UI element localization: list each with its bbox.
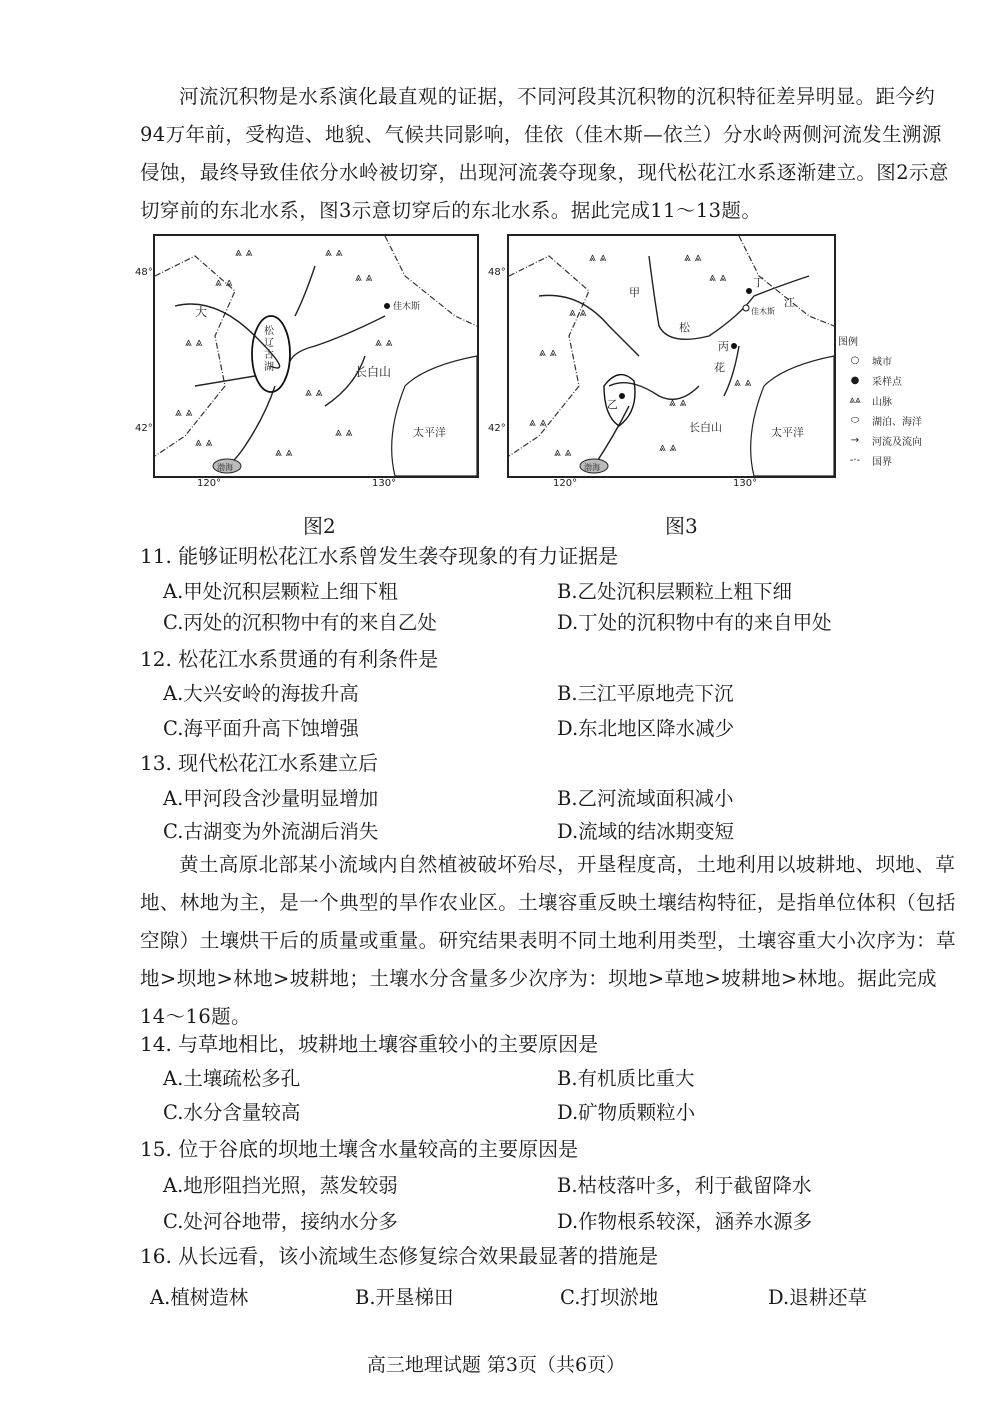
q13-option-b: B.乙河流域面积减小 [557, 787, 734, 810]
svg-text:⩓ ⩓: ⩓ ⩓ [375, 335, 393, 349]
question-12: 12. 松花江水系贯通的有利条件是 [140, 647, 439, 671]
svg-text:⩓ ⩓: ⩓ ⩓ [195, 435, 213, 449]
sample-point-yi [619, 393, 625, 399]
river [225, 386, 275, 468]
question-15: 15. 位于谷底的坝地土壤含水量较高的主要原因是 [140, 1137, 579, 1161]
river [325, 356, 365, 406]
mountain-label-chang: 长白山 [689, 421, 722, 434]
q15-option-a: A.地形阻挡光照，蒸发较弱 [163, 1174, 398, 1197]
fig2-lat42-label: 42° [135, 423, 153, 434]
river [295, 266, 315, 316]
river-label-jiang: 江 [784, 296, 795, 309]
q16-option-b: B.开垦梯田 [355, 1286, 454, 1309]
river [594, 406, 629, 466]
label-ding: 丁 [753, 276, 764, 289]
legend-lake: ⬭ 湖泊、海洋 [850, 414, 922, 428]
svg-text:⩓ ⩓: ⩓ ⩓ [659, 440, 677, 454]
legend-mountain: ⩓⩓ 山脉 [849, 394, 892, 408]
q15-option-c: C.处河谷地带，接纳水分多 [163, 1210, 398, 1233]
q11-option-c: C.丙处的沉积物中有的来自乙处 [163, 611, 437, 634]
map-legend [838, 330, 958, 470]
border-line-east [385, 236, 477, 326]
fig3-lat48-label: 48° [488, 267, 506, 278]
ocean-label: 太平洋 [413, 426, 446, 439]
river-label-hua: 花 [714, 361, 725, 374]
label-yi: 乙 [607, 398, 618, 411]
svg-text:⩓ ⩓: ⩓ ⩓ [235, 245, 253, 259]
question-16: 16. 从长远看，该小流域生态修复综合效果最显著的措施是 [140, 1244, 659, 1268]
sea-label: 渤海 [584, 463, 600, 472]
svg-text:⩓ ⩓: ⩓ ⩓ [589, 250, 607, 264]
lake-label-2: 辽 [264, 338, 274, 349]
q13-option-c: C.古湖变为外流湖后消失 [163, 820, 379, 843]
ocean-label: 太平洋 [771, 426, 804, 439]
mountain-symbols [175, 245, 393, 459]
q11-option-b: B.乙处沉积层颗粒上粗下细 [557, 580, 793, 603]
svg-text:⩓ ⩓: ⩓ ⩓ [569, 305, 587, 319]
fig2-lat48-label: 48° [135, 267, 153, 278]
sea-label: 渤海 [217, 463, 233, 472]
svg-text:⩓ ⩓: ⩓ ⩓ [325, 245, 343, 259]
svg-text:⩓ ⩓: ⩓ ⩓ [305, 385, 323, 399]
figure-3-map [507, 234, 836, 478]
mountain-label-chang: 长白山 [355, 365, 392, 379]
q12-option-b: B.三江平原地壳下沉 [557, 682, 734, 705]
river [649, 256, 754, 339]
svg-text:⩓ ⩓: ⩓ ⩓ [215, 275, 233, 289]
river-label-song: 松 [679, 321, 690, 334]
legend-city: ○ 城市 [850, 354, 892, 368]
q14-option-c: C.水分含量较高 [163, 1101, 301, 1124]
q12-option-d: D.东北地区降水减少 [557, 717, 735, 740]
fig2-caption: 图2 [303, 514, 336, 538]
river [195, 376, 255, 386]
question-14: 14. 与草地相比，坡耕地土壤容重较小的主要原因是 [140, 1032, 599, 1056]
sample-point-ding [746, 288, 752, 294]
sample-point-bing [731, 343, 737, 349]
fig3-caption: 图3 [665, 514, 698, 538]
river [290, 316, 385, 361]
fig3-lon120-label: 120° [553, 478, 578, 489]
svg-text:⩓ ⩓: ⩓ ⩓ [669, 395, 687, 409]
q12-option-c: C.海平面升高下蚀增强 [163, 717, 359, 740]
figure-3-svg [509, 236, 834, 476]
question-13: 13. 现代松花江水系建立后 [140, 751, 379, 775]
q16-option-d: D.退耕还草 [768, 1286, 868, 1309]
svg-text:⩓ ⩓: ⩓ ⩓ [734, 375, 752, 389]
legend-border: -·- 国界 [849, 454, 892, 468]
svg-text:⩓ ⩓: ⩓ ⩓ [709, 270, 727, 284]
q16-option-a: A.植树造林 [150, 1286, 249, 1309]
question-11: 11. 能够证明松花江水系曾发生袭夺现象的有力证据是 [140, 544, 619, 568]
legend-river: → 河流及流向 [850, 434, 922, 448]
q13-option-a: A.甲河段含沙量明显增加 [163, 787, 379, 810]
q15-option-d: D.作物根系较深，涵养水源多 [557, 1210, 813, 1233]
mountain-label-da: 大 [195, 305, 208, 319]
lake-label-1: 松 [264, 326, 274, 337]
svg-text:⩓ ⩓: ⩓ ⩓ [684, 250, 702, 264]
q13-option-d: D.流域的结冰期变短 [557, 820, 735, 843]
svg-text:⩓ ⩓: ⩓ ⩓ [275, 445, 293, 459]
lake-label-3: 古 [264, 350, 274, 361]
svg-text:⩓ ⩓: ⩓ ⩓ [185, 335, 203, 349]
fig2-lon120-label: 120° [197, 478, 222, 489]
city-label: 佳木斯 [393, 302, 421, 312]
ocean [392, 356, 477, 476]
q16-option-c: C.打坝淤地 [560, 1286, 659, 1309]
q11-option-d: D.丁处的沉积物中有的来自甲处 [557, 611, 832, 634]
city-dot [384, 303, 390, 309]
figure-2-svg [155, 236, 477, 476]
svg-text:⩓ ⩓: ⩓ ⩓ [529, 415, 547, 429]
svg-text:⩓ ⩓: ⩓ ⩓ [335, 425, 353, 439]
lake-label-4: 湖 [264, 362, 274, 373]
q14-option-d: D.矿物质颗粒小 [557, 1101, 696, 1124]
city-label: 佳木斯 [751, 307, 775, 316]
q15-option-b: B.枯枝落叶多，利于截留降水 [557, 1174, 812, 1197]
label-bing: 丙 [718, 340, 729, 353]
figure-2-map [153, 234, 479, 478]
page-footer: 高三地理试题 第3页（共6页） [366, 1354, 626, 1376]
svg-text:⩓ ⩓: ⩓ ⩓ [355, 270, 373, 284]
fig2-lon130-label: 130° [372, 478, 397, 489]
city-dot [743, 305, 749, 311]
svg-text:⩓ ⩓: ⩓ ⩓ [554, 445, 572, 459]
ocean [751, 356, 834, 476]
legend-sample: ● 采样点 [850, 374, 902, 388]
fig3-lat42-label: 42° [488, 423, 506, 434]
legend-title: 图例 [838, 336, 858, 348]
fig3-lon130-label: 130° [733, 478, 758, 489]
intro-paragraph-1: 河流沉积物是水系演化最直观的证据，不同河段其沉积物的沉积特征差异明显。距今约94万年前，受构造、地貌、气候共同影响，佳依（佳木斯—依兰）分水岭两侧河流发生溯源侵蚀，最终导致佳依分水岭被切穿，出现河流袭夺现象，现代松花江水系逐渐建立。图2示意切穿前的东北水系，图3示意切穿后的东北水系。据此完成11～13题。 [140, 85, 949, 222]
svg-text:⩓ ⩓: ⩓ ⩓ [539, 345, 557, 359]
q14-option-a: A.土壤疏松多孔 [163, 1067, 301, 1090]
svg-text:⩓ ⩓: ⩓ ⩓ [175, 405, 193, 419]
q11-option-a: A.甲处沉积层颗粒上细下粗 [163, 580, 398, 603]
q12-option-a: A.大兴安岭的海拔升高 [163, 682, 359, 705]
label-jia: 甲 [629, 286, 640, 299]
intro-paragraph-2: 黄土高原北部某小流域内自然植被破坏殆尽，开垦程度高，土地利用以坡耕地、坝地、草地、林地为主，是一个典型的旱作农业区。土壤容重反映土壤结构特征，是指单位体积（包括空隙）土壤烘干后的质量或重量。研究结果表明不同土地利用类型，土壤容重大小次序为：草地>坝地>林地>坡耕地；土壤水分含量多少次序为：坝地>草地>坡耕地>林地。据此完成14～16题。 [140, 853, 956, 1028]
q14-option-b: B.有机质比重大 [557, 1067, 695, 1090]
